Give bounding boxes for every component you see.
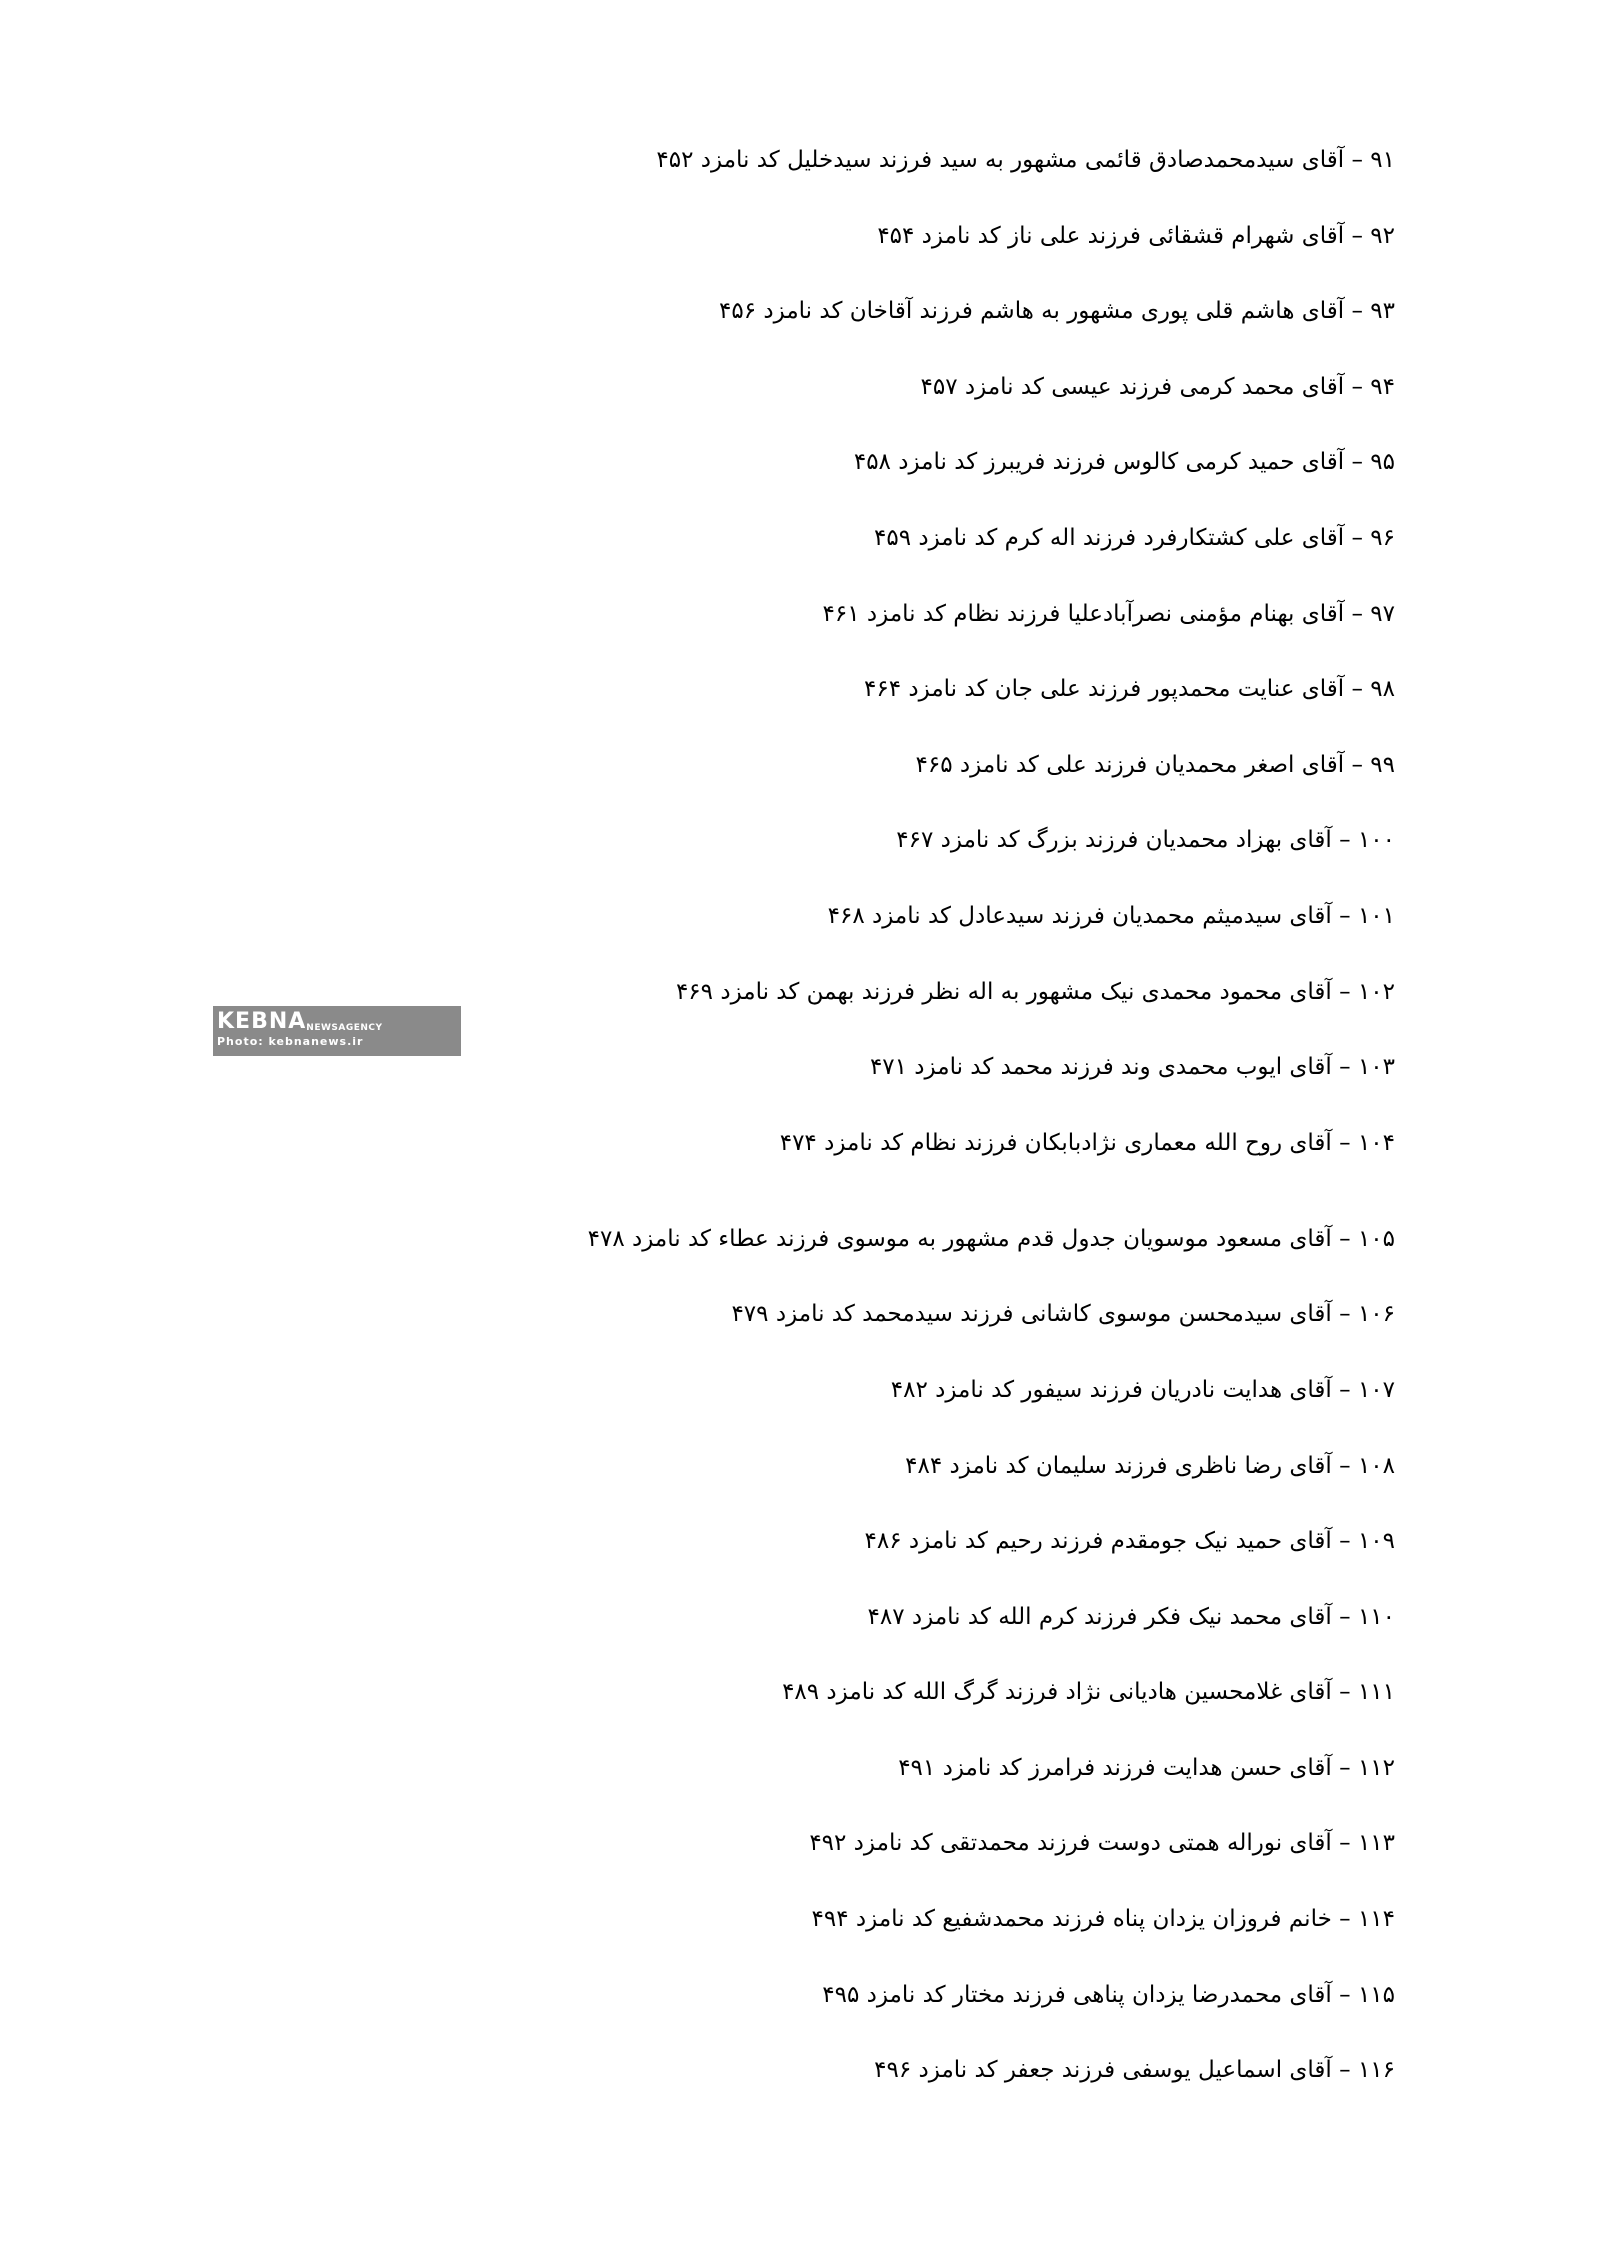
list-item: ۱۰۳ – آقای ایوب محمدی وند فرزند محمد کد نامزد ۴۷۱: [869, 1054, 1395, 1081]
list-item: ۱۱۱ – آقای غلامحسین هادیانی نژاد فرزند گرگ الله کد نامزد ۴۸۹: [782, 1679, 1395, 1706]
list-item: ۱۰۲ – آقای محمود محمدی نیک مشهور به اله نظر فرزند بهمن کد نامزد ۴۶۹: [675, 978, 1395, 1005]
list-item: ۱۰۹ – آقای حمید نیک جومقدم فرزند رحیم کد نامزد ۴۸۶: [864, 1528, 1395, 1555]
list-item: ۹۸ – آقای عنایت محمدپور فرزند علی جان کد نامزد ۴۶۴: [864, 676, 1395, 703]
list-item: ۹۶ – آقای علی کشتکارفرد فرزند اله کرم کد نامزد ۴۵۹: [873, 524, 1395, 551]
list-item: ۱۰۷ – آقای هدایت نادریان فرزند سیفور کد نامزد ۴۸۲: [890, 1376, 1395, 1403]
list-item: ۱۰۶ – آقای سیدمحسن موسوی کاشانی فرزند سیدمحمد کد نامزد ۴۷۹: [731, 1301, 1395, 1328]
list-item: ۱۱۶ – آقای اسماعیل یوسفی فرزند جعفر کد نامزد ۴۹۶: [874, 2057, 1395, 2084]
list-item: ۹۷ – آقای بهنام مؤمنی نصرآبادعلیا فرزند نظام کد نامزد ۴۶۱: [822, 600, 1395, 627]
list-item: ۱۱۲ – آقای حسن هدایت فرزند فرامرز کد نامزد ۴۹۱: [898, 1754, 1395, 1781]
list-item: ۹۲ – آقای شهرام قشقائی فرزند علی ناز کد نامزد ۴۵۴: [877, 222, 1395, 249]
candidate-list: [195, 132, 1395, 2118]
list-item: ۹۳ – آقای هاشم قلی پوری مشهور به هاشم فرزند آقاخان کد نامزد ۴۵۶: [719, 298, 1395, 325]
list-item: ۹۴ – آقای محمد کرمی فرزند عیسی کد نامزد ۴۵۷: [920, 373, 1395, 400]
list-item: ۱۱۴ – خانم فروزان یزدان پناه فرزند محمدشفیع کد نامزد ۴۹۴: [811, 1906, 1395, 1933]
list-item: ۱۱۵ – آقای محمدرضا یزدان پناهی فرزند مختار کد نامزد ۴۹۵: [822, 1981, 1395, 2008]
list-item: ۱۰۵ – آقای مسعود موسویان جدول قدم مشهور به موسوی فرزند عطاء کد نامزد ۴۷۸: [587, 1225, 1395, 1252]
list-item: ۱۰۰ – آقای بهزاد محمدیان فرزند بزرگ کد نامزد ۴۶۷: [896, 827, 1395, 854]
list-item: ۱۰۴ – آقای روح الله معماری نژادبابکان فرزند نظام کد نامزد ۴۷۴: [779, 1129, 1395, 1156]
list-item: ۱۱۰ – آقای محمد نیک فکر فرزند کرم الله کد نامزد ۴۸۷: [867, 1603, 1395, 1630]
list-item: ۹۹ – آقای اصغر محمدیان فرزند علی کد نامزد ۴۶۵: [915, 751, 1395, 778]
list-item: ۱۰۱ – آقای سیدمیثم محمدیان فرزند سیدعادل کد نامزد ۴۶۸: [827, 902, 1395, 929]
list-item: ۱۰۸ – آقای رضا ناظری فرزند سلیمان کد نامزد ۴۸۴: [905, 1452, 1395, 1479]
list-item: ۱۱۳ – آقای نوراله همتی دوست فرزند محمدتقی کد نامزد ۴۹۲: [809, 1830, 1395, 1857]
list-item: ۹۵ – آقای حمید کرمی کالوس فرزند فریبرز کد نامزد ۴۵۸: [853, 449, 1395, 476]
watermark-brand: $KEBNA^{NEWSAGENCY}$: [217, 1009, 383, 1034]
watermark-sub: NEWSAGENCY: [306, 1023, 383, 1033]
watermark-photo-credit: Photo: kebnanews.ir: [217, 1035, 364, 1048]
list-item: ۹۱ – آقای سیدمحمدصادق قائمی مشهور به سید فرزند سیدخلیل کد نامزد ۴۵۲: [656, 147, 1395, 173]
